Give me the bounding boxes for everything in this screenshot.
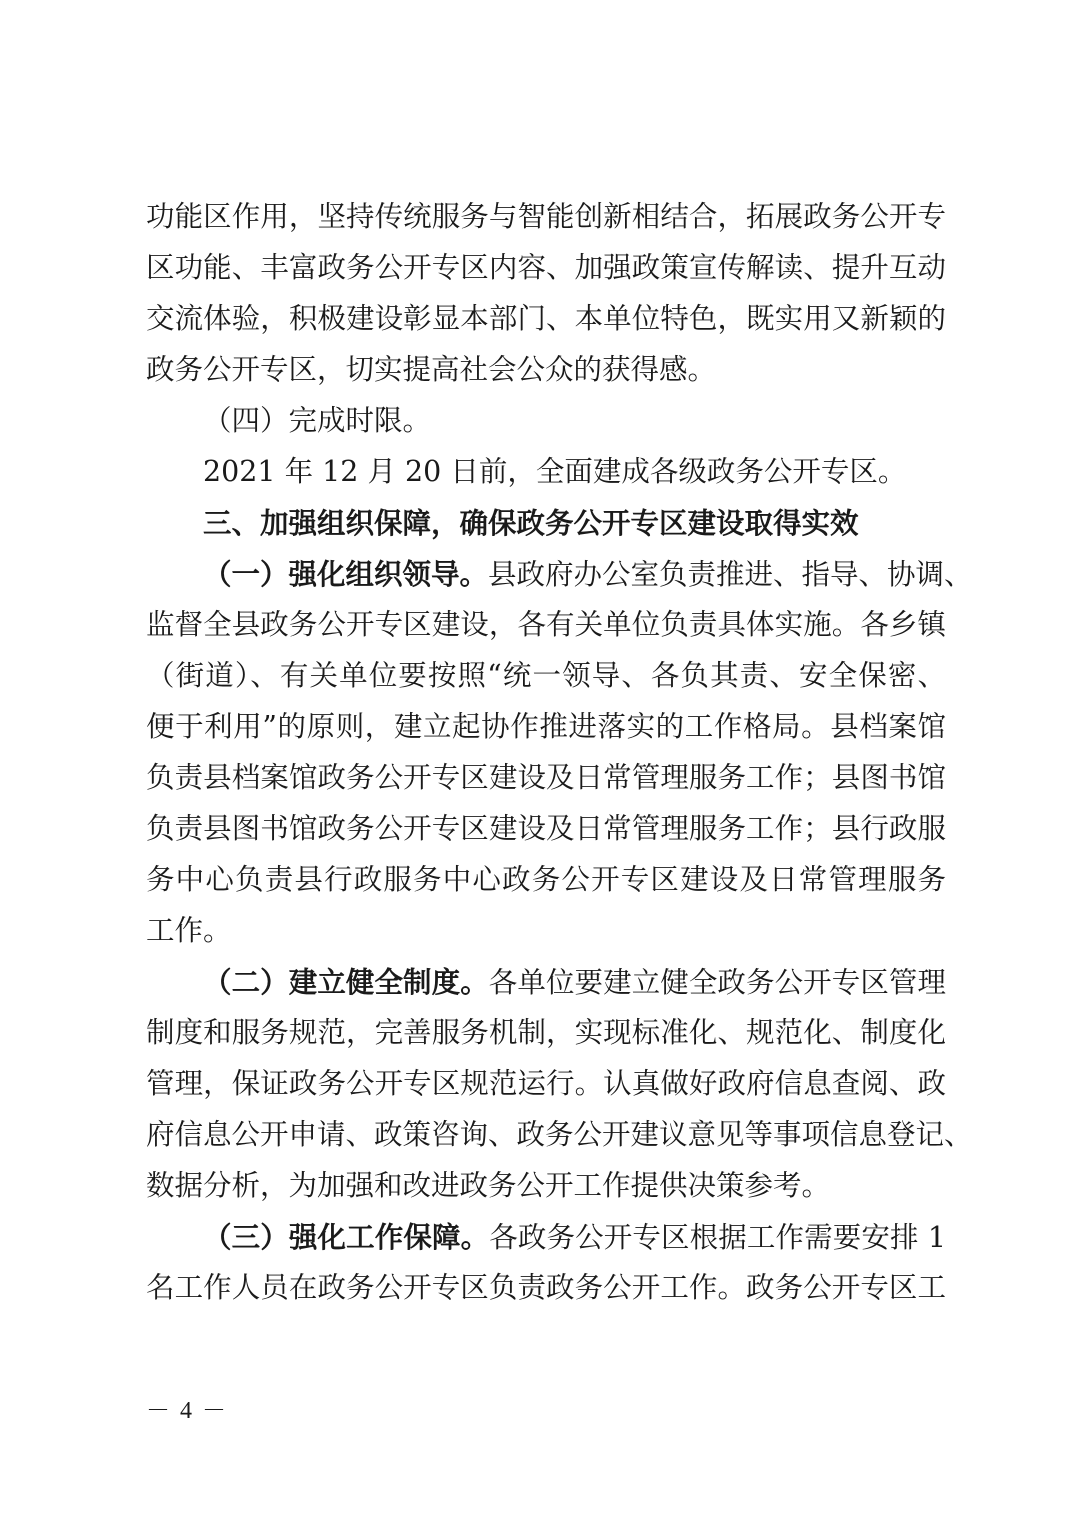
paragraph-line: 区功能、丰富政务公开专区内容、加强政策宣传解读、提升互动 bbox=[146, 251, 946, 284]
paragraph-line: 数据分析，为加强和改进政务公开工作提供决策参考。 bbox=[146, 1169, 831, 1202]
paragraph-line: 工作。 bbox=[146, 914, 232, 947]
paragraph-line: 功能区作用，坚持传统服务与智能创新相结合，拓展政务公开专 bbox=[146, 200, 946, 233]
page-number: － 4 － bbox=[146, 1398, 228, 1424]
section-heading: 三、加强组织保障，确保政务公开专区建设取得实效 bbox=[203, 506, 859, 540]
paragraph-line: 便于利用”的原则，建立起协作推进落实的工作格局。县档案馆 bbox=[146, 710, 946, 743]
paragraph-line: 2021 年 12 月 20 日前，全面建成各级政务公开专区。 bbox=[203, 455, 907, 488]
paragraph-text: 各政务公开专区根据工作需要安排 1 bbox=[489, 1221, 946, 1254]
subsection-title: （一）强化组织领导。 bbox=[203, 557, 489, 591]
subsection-title: （二）建立健全制度。 bbox=[203, 965, 489, 999]
paragraph-line bbox=[203, 1217, 946, 1257]
paragraph-line: （街道）、有关单位要按照“统一领导、各负其责、安全保密、 bbox=[146, 659, 946, 692]
paragraph-line: 务中心负责县行政服务中心政务公开专区建设及日常管理服务 bbox=[146, 863, 946, 896]
paragraph-line: 交流体验，积极建设彰显本部门、本单位特色，既实用又新颖的 bbox=[146, 302, 946, 335]
paragraph-line: 府信息公开申请、政策咨询、政务公开建议意见等事项信息登记、 bbox=[146, 1118, 973, 1151]
paragraph-line: 制度和服务规范，完善服务机制，实现标准化、规范化、制度化 bbox=[146, 1016, 946, 1049]
paragraph-line bbox=[203, 962, 946, 1002]
paragraph-line: 负责县图书馆政务公开专区建设及日常管理服务工作；县行政服 bbox=[146, 812, 946, 845]
paragraph-line: 管理，保证政务公开专区规范运行。认真做好政府信息查阅、政 bbox=[146, 1067, 946, 1100]
paragraph-line: 监督全县政务公开专区建设，各有关单位负责具体实施。各乡镇 bbox=[146, 608, 946, 641]
paragraph-line bbox=[203, 554, 973, 594]
paragraph-line: 负责县档案馆政务公开专区建设及日常管理服务工作；县图书馆 bbox=[146, 761, 946, 794]
paragraph-text: 各单位要建立健全政务公开专区管理 bbox=[488, 966, 946, 999]
subsection-heading: （四）完成时限。 bbox=[203, 404, 432, 437]
paragraph-text: 县政府办公室负责推进、指导、协调、 bbox=[488, 558, 973, 591]
subsection-title: （三）强化工作保障。 bbox=[203, 1220, 490, 1254]
paragraph-line: 名工作人员在政务公开专区负责政务公开工作。政务公开专区工 bbox=[146, 1271, 946, 1304]
paragraph-line: 政务公开专区，切实提高社会公众的获得感。 bbox=[146, 353, 717, 386]
